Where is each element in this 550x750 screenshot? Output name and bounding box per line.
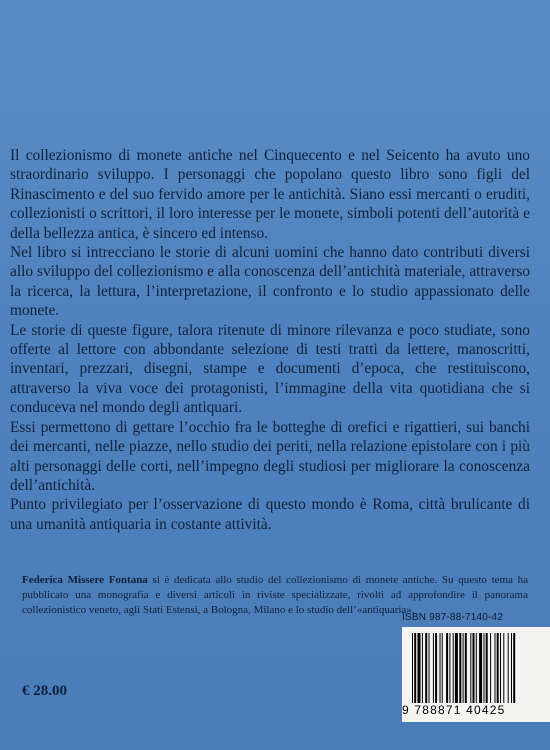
- blurb-paragraph: Le storie di queste figure, talora ritenute di minore rilevanza e poco studiate, sono offerte al lettore con abbondante selezione di testi tratti da lettere, manoscritti, inventari, prezzari, disegni, stampe e documenti d’epoca, che restituiscono, attraverso la viva voce dei protagonisti, l’immagine della vita quotidiana che si conduceva nel mondo degli antiquari.: [10, 321, 530, 417]
- blurb-paragraph: Il collezionismo di monete antiche nel Cinquecento e nel Seicento ha avuto uno straordinario sviluppo. I personaggi che popolano questo libro sono figli del Rinascimento e del suo fervido amore per le antichità. Siano essi mercanti o eruditi, collezionisti o scrittori, il loro interesse per le monete, simboli potenti dell’autorità e della bellezza antica, è sincero ed intenso.: [10, 147, 530, 242]
- blurb-text: [10, 146, 530, 534]
- blurb-paragraph: Nel libro si intrecciano le storie di alcuni uomini che hanno dato contributi diversi allo sviluppo del collezionismo e alla conoscenza dell’antichità materiale, attraverso la ricerca, la lettura, l’interpretazione, il confronto e lo studio appassionato delle monete.: [10, 244, 530, 320]
- barcode-icon: [412, 633, 550, 703]
- price-label: € 28.00: [22, 683, 67, 699]
- author-name: Federica Missere Fontana: [22, 574, 148, 586]
- barcode-area: [402, 612, 550, 722]
- barcode-box: [402, 627, 550, 722]
- blurb-paragraph: Essi permettono di gettare l’occhio fra le botteghe di orefici e rigattieri, sui banchi dei mercanti, nelle piazze, nello studio dei periti, nella relazione epistolare con i più alti personaggi delle corti, nell’impegno degli studiosi per migliorare la conoscenza dell’antichità.: [10, 418, 530, 494]
- isbn-label: ISBN 987-88-7140-42: [402, 612, 504, 623]
- author-bio-text: si è dedicata allo studio del collezionismo di monete antiche. Su questo tema ha pubblicato una monografia e diversi articoli in riviste specializzate, rivolti ad approfondire il panorama collezionistico veneto, agli Stati Estensi, a Bologna, Milano e lo studio dell’«antiquaria».: [22, 574, 528, 616]
- blurb-paragraph: Punto privilegiato per l’osservazione di questo mondo è Roma, città brulicante di una umanità antiquaria in costante attività.: [10, 496, 530, 533]
- ean-number: 9 788871 40425: [402, 703, 506, 717]
